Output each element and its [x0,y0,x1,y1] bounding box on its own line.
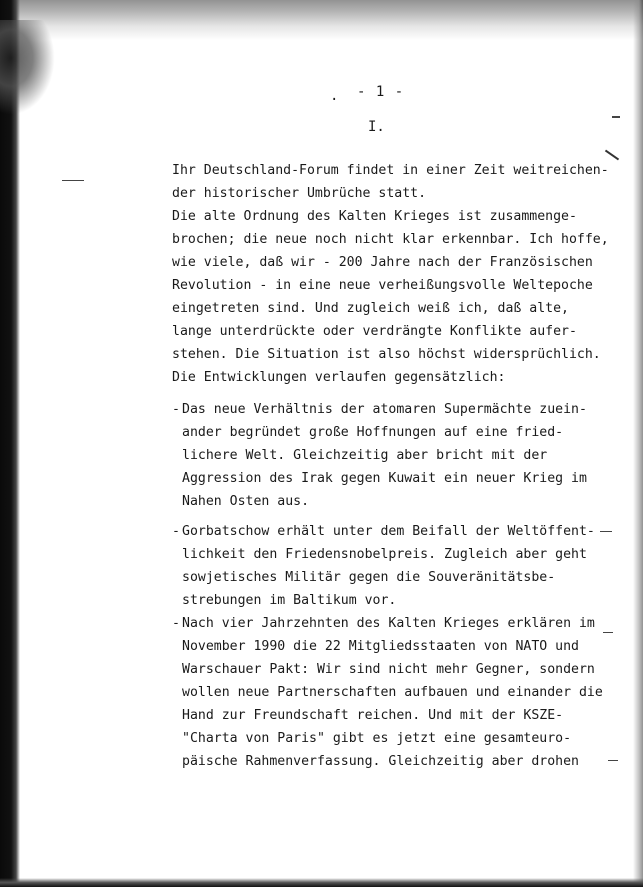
text-line: ander begründet große Hoffnungen auf eine fried- [182,425,564,440]
intro-paragraph [172,159,609,389]
scan-mark [608,760,618,761]
text-line: päische Rahmenverfassung. Gleichzeitig aber drohen [182,754,579,769]
text-line: der historischer Umbrüche statt. [172,186,427,201]
text-line: wollen neue Partnerschaften aufbauen und einander die [182,685,603,700]
text-line-content: Das neue Verhältnis der atomaren Supermächte zuein- [182,402,587,417]
body-text [172,159,609,773]
list-dash: - [172,616,180,631]
list-item [172,520,595,612]
text-line: strebungen im Baltikum vor. [182,593,397,608]
text-line: wie viele, daß wir - 200 Jahre nach der Französischen [172,255,593,270]
scan-mark [612,116,620,118]
list-dash: - [172,402,180,417]
text-line [172,612,595,635]
text-line: stehen. Die Situation ist also höchst widersprüchlich. [172,347,601,362]
text-line: lange unterdrückte oder verdrängte Konflikte aufer- [172,324,577,339]
text-line: eingetreten sind. Und zugleich weiß ich, daß alte, [172,301,569,316]
text-line-content: Nach vier Jahrzehnten des Kalten Krieges erklären im [182,616,595,631]
text-line: Aggression des Irak gegen Kuwait ein neuer Krieg im [182,471,587,486]
text-line-content: Gorbatschow erhält unter dem Beifall der Weltöffent- [182,524,595,539]
text-line: Warschauer Pakt: Wir sind nicht mehr Gegner, sondern [182,662,595,677]
text-line: Ihr Deutschland-Forum findet in einer Zeit weitreichen- [172,163,609,178]
text-line: November 1990 die 22 Mitgliedsstaaten von NATO und [182,639,579,654]
text-line: lichkeit den Friedensnobelpreis. Zugleich aber geht [182,547,587,562]
text-line [172,520,595,543]
scan-left-shadow [0,0,20,887]
text-line: "Charta von Paris" gibt es jetzt eine gesamteuro- [182,731,572,746]
scan-right-shadow [633,0,643,887]
list-item [172,612,603,773]
page-number: - 1 - [357,84,405,100]
scan-mark [603,632,613,633]
text-line: lichere Welt. Gleichzeitig aber bricht mit der [182,448,548,463]
scan-mark [600,531,612,532]
page-dot: . [330,88,339,104]
scan-left-smudge [0,20,55,115]
text-line: Revolution - in eine neue verheißungsvolle Weltepoche [172,278,593,293]
text-line: Hand zur Freundschaft reichen. Und mit der KSZE- [182,708,564,723]
text-line: brochen; die neue noch nicht klar erkennbar. Ich hoffe, [172,232,609,247]
list-item [172,398,587,513]
list-dash: - [172,524,180,539]
text-line: Die alte Ordnung des Kalten Krieges ist zusammenge- [172,209,577,224]
scan-mark [605,150,619,161]
text-line: sowjetisches Militär gegen die Souveränitätsbe- [182,570,556,585]
text-line [172,398,587,421]
text-line: Die Entwicklungen verlaufen gegensätzlich: [172,370,506,385]
scan-mark [62,180,84,181]
scan-bottom-shadow [0,878,643,887]
scan-top-shadow [0,0,643,40]
text-line: Nahen Osten aus. [182,494,310,509]
section-heading: I. [368,119,385,135]
